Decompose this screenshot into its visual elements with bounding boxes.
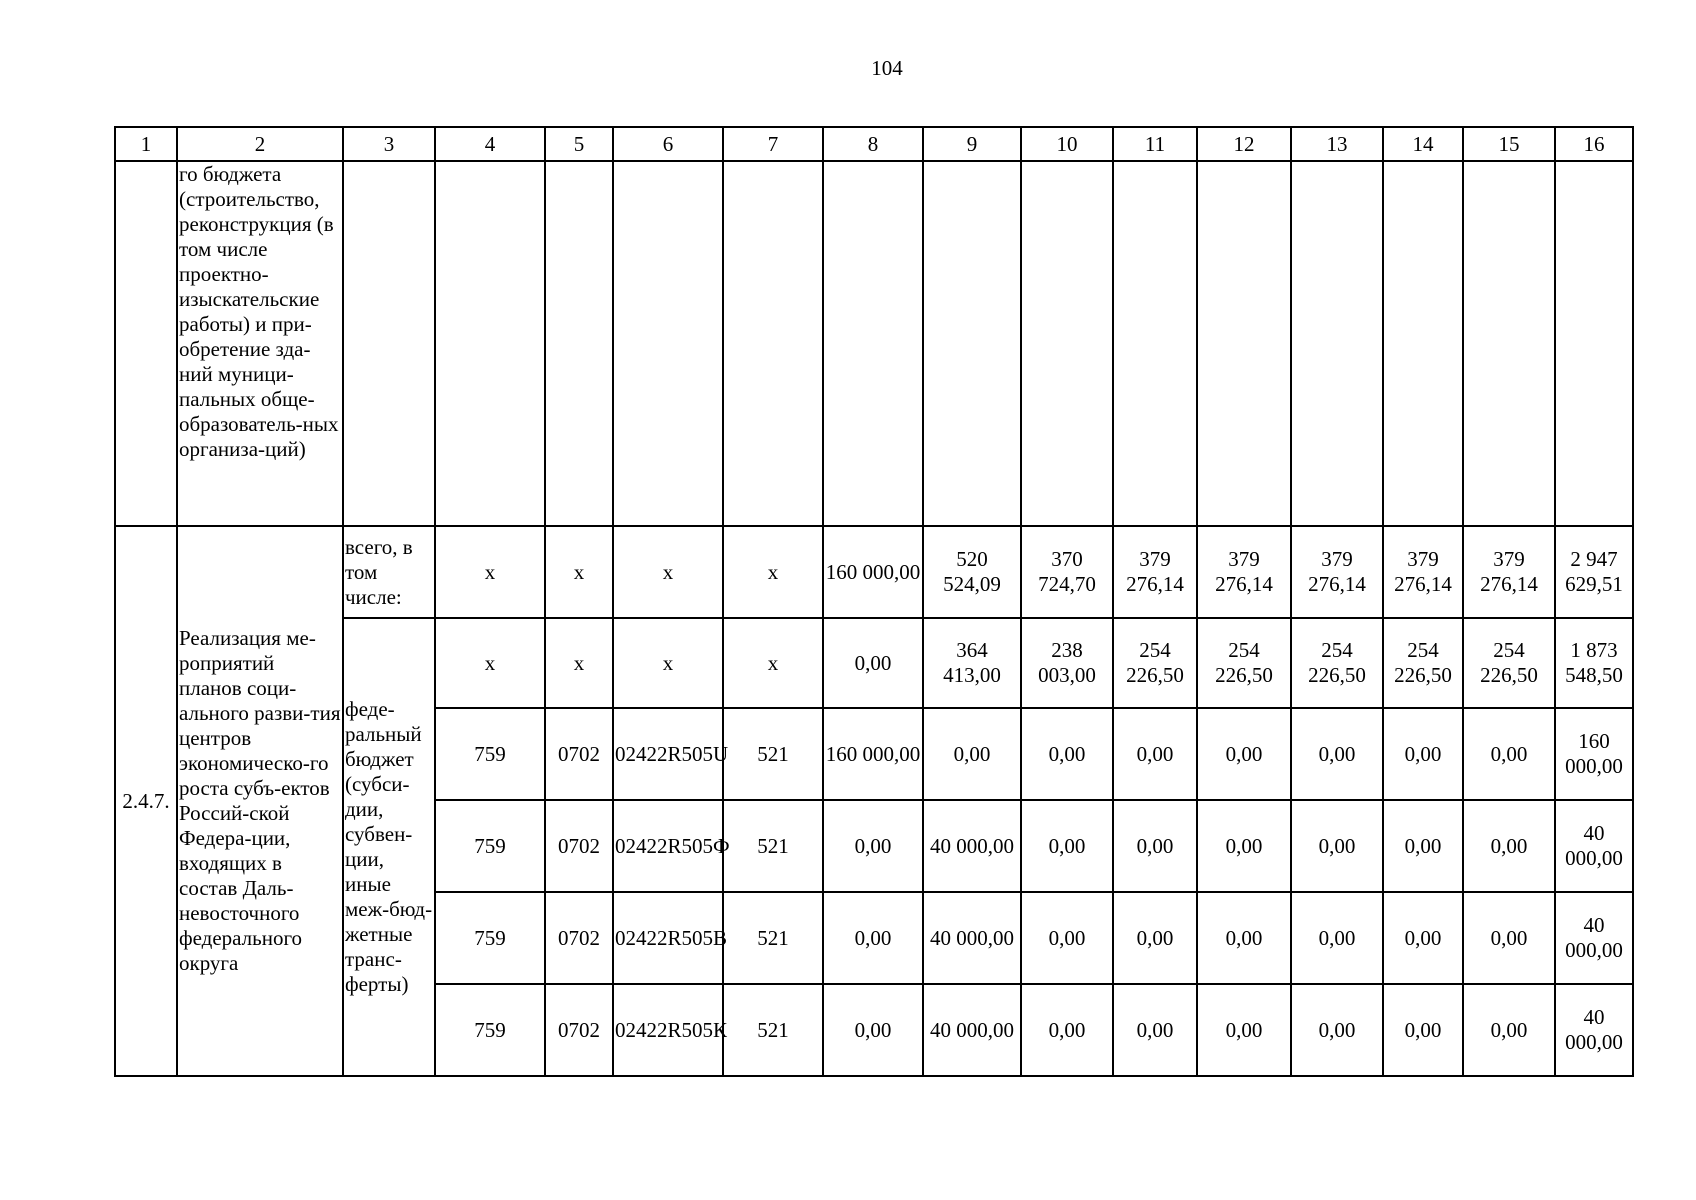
empty-cell bbox=[1463, 161, 1555, 526]
table-cell: 160 000,00 bbox=[1555, 708, 1633, 800]
table-cell: 1 873 548,50 bbox=[1555, 618, 1633, 708]
table-cell: 0,00 bbox=[1197, 800, 1291, 892]
table-cell: 521 bbox=[723, 708, 823, 800]
table-cell: 379 276,14 bbox=[1463, 526, 1555, 618]
empty-cell bbox=[545, 161, 613, 526]
table-cell: 0,00 bbox=[1383, 800, 1463, 892]
table-cell: 254 226,50 bbox=[1197, 618, 1291, 708]
table-cell: 759 bbox=[435, 892, 545, 984]
empty-cell bbox=[923, 161, 1021, 526]
table-cell: 0,00 bbox=[823, 984, 923, 1076]
table-cell: 40 000,00 bbox=[923, 800, 1021, 892]
item-number: 2.4.7. bbox=[115, 526, 177, 1076]
page-number: 104 bbox=[871, 56, 903, 80]
column-header: 14 bbox=[1383, 127, 1463, 161]
table-cell: 759 bbox=[435, 708, 545, 800]
table-cell: х bbox=[613, 526, 723, 618]
continued-description: го бюджета (строительство, реконструкция (в том числе проектно-изыскательские работы) и при-обретение зда-ний муници-пальных обще-образователь-ных организа-ций) bbox=[177, 161, 343, 526]
empty-cell bbox=[1291, 161, 1383, 526]
table-cell: х bbox=[723, 618, 823, 708]
table-row bbox=[115, 526, 1633, 618]
empty-cell bbox=[115, 161, 177, 526]
table-cell: 520 524,09 bbox=[923, 526, 1021, 618]
column-header: 16 bbox=[1555, 127, 1633, 161]
table-cell: 521 bbox=[723, 984, 823, 1076]
table-cell: 379 276,14 bbox=[1197, 526, 1291, 618]
table-cell: 2 947 629,51 bbox=[1555, 526, 1633, 618]
table-cell: 0702 bbox=[545, 892, 613, 984]
table-cell: х bbox=[545, 526, 613, 618]
continued-row bbox=[115, 161, 1633, 526]
empty-cell bbox=[435, 161, 545, 526]
table-cell: 364 413,00 bbox=[923, 618, 1021, 708]
table-cell: 254 226,50 bbox=[1383, 618, 1463, 708]
table-cell: 0,00 bbox=[1291, 892, 1383, 984]
table-cell: 0,00 bbox=[1291, 708, 1383, 800]
table-cell: х bbox=[545, 618, 613, 708]
empty-cell bbox=[723, 161, 823, 526]
table-cell: х bbox=[435, 526, 545, 618]
table-cell: 0702 bbox=[545, 708, 613, 800]
table-cell: 521 bbox=[723, 892, 823, 984]
empty-cell bbox=[1555, 161, 1633, 526]
table-cell: 0,00 bbox=[1021, 892, 1113, 984]
table-cell: 0702 bbox=[545, 984, 613, 1076]
column-header: 13 bbox=[1291, 127, 1383, 161]
table-cell: 0,00 bbox=[1021, 800, 1113, 892]
table-cell: 0,00 bbox=[1113, 984, 1197, 1076]
table-cell: 0,00 bbox=[1021, 984, 1113, 1076]
column-header: 2 bbox=[177, 127, 343, 161]
table-cell: 0,00 bbox=[1291, 984, 1383, 1076]
empty-cell bbox=[1197, 161, 1291, 526]
table-cell: 0,00 bbox=[1113, 708, 1197, 800]
table-cell: х bbox=[613, 618, 723, 708]
table-cell: 370 724,70 bbox=[1021, 526, 1113, 618]
table-cell: 379 276,14 bbox=[1291, 526, 1383, 618]
table-cell: 254 226,50 bbox=[1113, 618, 1197, 708]
table-cell: 379 276,14 bbox=[1383, 526, 1463, 618]
column-header: 10 bbox=[1021, 127, 1113, 161]
table-cell: 521 bbox=[723, 800, 823, 892]
table-cell: 0,00 bbox=[1383, 892, 1463, 984]
column-header: 6 bbox=[613, 127, 723, 161]
table-cell: 0,00 bbox=[1197, 892, 1291, 984]
table-cell: 0,00 bbox=[1383, 984, 1463, 1076]
table-cell: 0,00 bbox=[1463, 892, 1555, 984]
table-cell: 02422R505Ф bbox=[613, 800, 723, 892]
federal-budget-label: феде-ральный бюджет (субси-дии, субвен-ции, иные меж-бюд-жетные транс-ферты) bbox=[343, 618, 435, 1076]
table-cell: 254 226,50 bbox=[1291, 618, 1383, 708]
table-cell: 254 226,50 bbox=[1463, 618, 1555, 708]
table-cell: 160 000,00 bbox=[823, 708, 923, 800]
table-cell: 0702 bbox=[545, 800, 613, 892]
column-header: 12 bbox=[1197, 127, 1291, 161]
table-cell: 238 003,00 bbox=[1021, 618, 1113, 708]
column-header: 11 bbox=[1113, 127, 1197, 161]
table-cell: 0,00 bbox=[823, 800, 923, 892]
header-row bbox=[115, 127, 1633, 161]
table-cell: 0,00 bbox=[1021, 708, 1113, 800]
table-row bbox=[115, 618, 1633, 708]
table-cell: х bbox=[723, 526, 823, 618]
table-cell: 02422R505В bbox=[613, 892, 723, 984]
table-cell: 0,00 bbox=[923, 708, 1021, 800]
table-cell: 759 bbox=[435, 800, 545, 892]
table-cell: 0,00 bbox=[1113, 800, 1197, 892]
table-cell: 759 bbox=[435, 984, 545, 1076]
column-header: 15 bbox=[1463, 127, 1555, 161]
empty-cell bbox=[823, 161, 923, 526]
column-header: 4 bbox=[435, 127, 545, 161]
item-description: Реализация ме-роприятий планов соци-ального разви-тия центров экономическо-го роста субъ-ектов Россий-ской Федера-ции, входящих в состав Даль-невосточного федерального округа bbox=[177, 526, 343, 1076]
table-cell: 40 000,00 bbox=[923, 984, 1021, 1076]
table-cell: 0,00 bbox=[1463, 708, 1555, 800]
table-cell: 02422R505U bbox=[613, 708, 723, 800]
table-cell: 40 000,00 bbox=[1555, 984, 1633, 1076]
column-header: 3 bbox=[343, 127, 435, 161]
table-cell: х bbox=[435, 618, 545, 708]
empty-cell bbox=[613, 161, 723, 526]
table-cell: 0,00 bbox=[823, 618, 923, 708]
table-cell: 0,00 bbox=[1113, 892, 1197, 984]
table-cell: 40 000,00 bbox=[1555, 800, 1633, 892]
empty-cell bbox=[1113, 161, 1197, 526]
empty-cell bbox=[343, 161, 435, 526]
table-cell: 0,00 bbox=[1383, 708, 1463, 800]
table-cell: 379 276,14 bbox=[1113, 526, 1197, 618]
column-header: 1 bbox=[115, 127, 177, 161]
column-header: 8 bbox=[823, 127, 923, 161]
table-cell: 0,00 bbox=[1197, 984, 1291, 1076]
table-cell: 02422R505К bbox=[613, 984, 723, 1076]
table-cell: 0,00 bbox=[1463, 800, 1555, 892]
table-cell: 0,00 bbox=[1197, 708, 1291, 800]
table-cell: 0,00 bbox=[1463, 984, 1555, 1076]
table-cell: 0,00 bbox=[823, 892, 923, 984]
total-label: всего, в том числе: bbox=[343, 526, 435, 618]
empty-cell bbox=[1383, 161, 1463, 526]
table-cell: 160 000,00 bbox=[823, 526, 923, 618]
table-cell: 0,00 bbox=[1291, 800, 1383, 892]
column-header: 5 bbox=[545, 127, 613, 161]
column-header: 7 bbox=[723, 127, 823, 161]
empty-cell bbox=[1021, 161, 1113, 526]
table-cell: 40 000,00 bbox=[923, 892, 1021, 984]
table-cell: 40 000,00 bbox=[1555, 892, 1633, 984]
column-header: 9 bbox=[923, 127, 1021, 161]
budget-table bbox=[114, 126, 1634, 1077]
